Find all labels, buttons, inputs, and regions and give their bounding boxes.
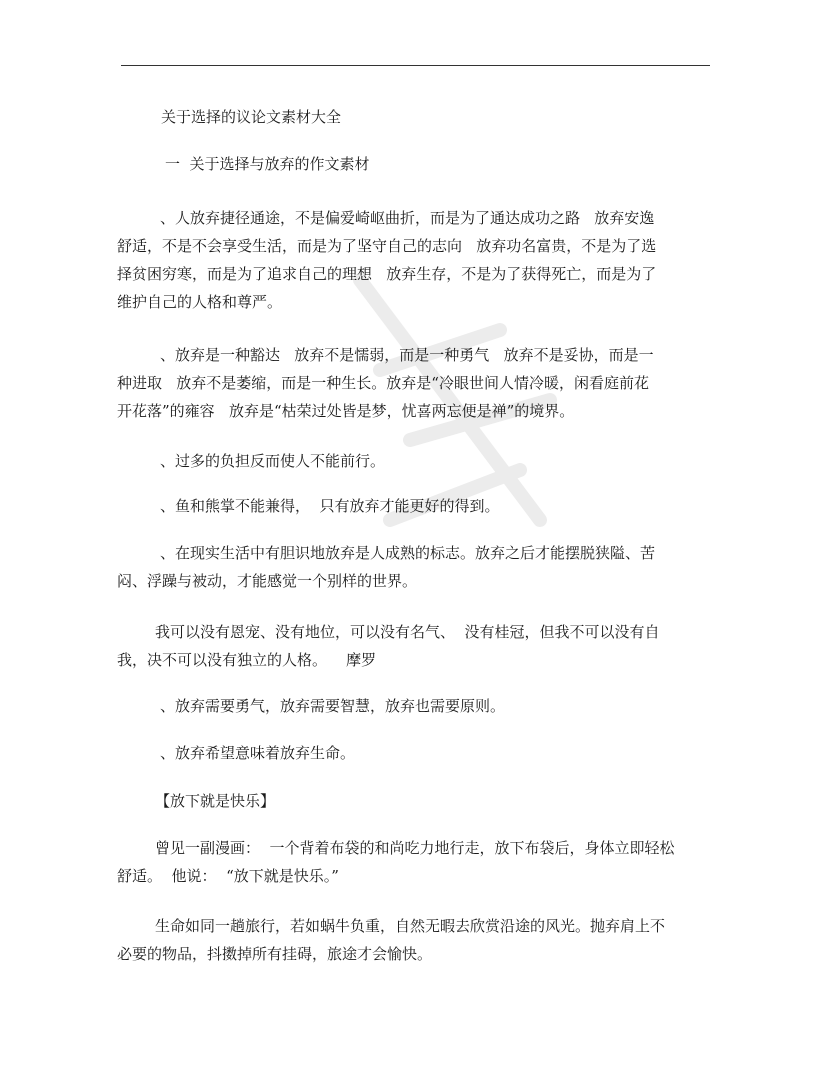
paragraph-line: 种进取 放弃不是萎缩，而是一种生长。放弃是“冷眼世间人情冷暖，闲看庭前花 xyxy=(117,374,649,392)
paragraph-line: 舒适。 他说： “放下就是快乐。” xyxy=(117,867,339,885)
paragraph-line: 开花落”的雍容 放弃是“枯荣过处皆是梦，忧喜两忘便是禅”的境界。 xyxy=(117,402,575,420)
paragraph-line: 择贫困穷寒，而是为了追求自己的理想 放弃生存，不是为了获得死亡，而是为了 xyxy=(117,265,657,283)
section-heading: 一 关于选择与放弃的作文素材 xyxy=(165,155,370,173)
paragraph-line: 、放弃是一种豁达 放弃不是懦弱，而是一种勇气 放弃不是妥协，而是一 xyxy=(160,346,654,364)
paragraph-line: 、过多的负担反而使人不能前行。 xyxy=(160,452,386,470)
header-rule xyxy=(121,65,710,66)
paragraph-line: 曾见一副漫画： 一个背着布袋的和尚吃力地行走，放下布袋后，身体立即轻松 xyxy=(155,839,675,857)
paragraph-line: 闷、浮躁与被动，才能感觉一个别样的世界。 xyxy=(117,572,418,590)
document-title: 关于选择的议论文素材大全 xyxy=(161,108,342,126)
paragraph-line: 舒适，不是不会享受生活，而是为了坚守自己的志向 放弃功名富贵，不是为了选 xyxy=(117,237,657,255)
paragraph-line: 维护自己的人格和尊严。 xyxy=(117,293,283,311)
paragraph-line: 、放弃需要勇气，放弃需要智慧，放弃也需要原则。 xyxy=(160,697,506,715)
paragraph-line: 、人放弃捷径通途，不是偏爱崎岖曲折，而是为了通达成功之路 放弃安逸 xyxy=(160,209,655,227)
paragraph-line: 必要的物品，抖擞掉所有挂碍，旅途才会愉快。 xyxy=(117,945,433,963)
paragraph-line: 生命如同一趟旅行，若如蜗牛负重，自然无暇去欣赏沿途的风光。抛弃肩上不 xyxy=(155,917,666,935)
paragraph-line: 、放弃希望意味着放弃生命。 xyxy=(160,744,356,762)
paragraph-line: 、鱼和熊掌不能兼得， 只有放弃才能更好的得到。 xyxy=(160,497,500,515)
section-heading: 【放下就是快乐】 xyxy=(155,792,276,810)
paragraph-line: 我，决不可以没有独立的人格。 摩罗 xyxy=(117,651,377,669)
paragraph-line: 、在现实生活中有胆识地放弃是人成熟的标志。放弃之后才能摆脱狭隘、苦 xyxy=(160,544,656,562)
paragraph-line: 我可以没有恩宠、没有地位，可以没有名气、 没有桂冠，但我不可以没有自 xyxy=(155,623,660,641)
